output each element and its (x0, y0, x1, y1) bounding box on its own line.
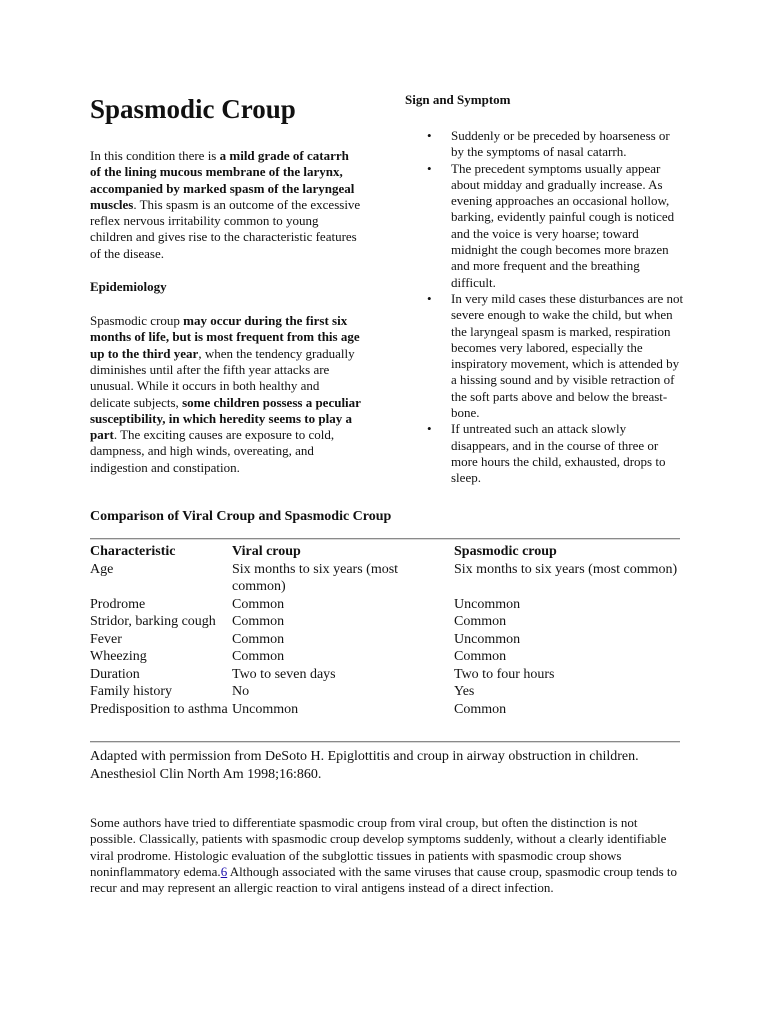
sign-symptom-heading: Sign and Symptom (405, 92, 511, 107)
left-column (90, 94, 362, 476)
epidemiology-heading: Epidemiology (90, 279, 167, 295)
bullet: • (427, 160, 432, 176)
list-item (405, 291, 685, 421)
table-cell: Prodrome (90, 596, 146, 612)
comparison-title: Comparison of Viral Croup and Spasmodic Croup (90, 509, 392, 524)
table-cell: Uncommon (454, 631, 521, 647)
epidemiology-paragraph (90, 313, 362, 476)
table-row (90, 596, 680, 614)
bullet: • (427, 290, 432, 306)
table-cell: No (232, 684, 250, 699)
table-header-row (90, 543, 680, 561)
table-cell: Common (232, 614, 285, 629)
epi-text-1: Spasmodic croup (90, 313, 184, 329)
closing-text-1: Some authors have tried to differentiate spasmodic croup from viral croup, but often the distinction is not possible. Classically, patients with spasmodic croup develop symptoms suddenly, without a clearly identifiable viral prodrome. Histologic evaluation of the subglottic tissues in patients with spasmodic croup shows noninflammatory edema. (90, 815, 667, 879)
list-item-text: In very mild cases these disturbances are not severe enough to wake the child, but when the laryngeal spasm is marked, respiration becomes very labored, especially the inspiratory movement, which is attended by a hissing sound and by visible retraction of the soft parts above and below the breast-bone. (451, 290, 684, 421)
table-cell: Wheezing (90, 649, 147, 664)
table-cell: Uncommon (454, 596, 521, 612)
epi-text-2: , when the tendency gradually diminishes until after the fifth year attacks are unusual. While it occurs in both healthy and delicate subjects, (90, 345, 355, 410)
intro-text-1: In this condition there is (90, 148, 220, 163)
table-cell: Common (454, 701, 507, 717)
right-column (405, 92, 685, 487)
table-row (90, 613, 680, 631)
closing-text-2: Although associated with the same viruses that cause croup, spasmodic croup tends to recur and may represent an allergic reaction to viral antigens instead of a direct infection. (90, 863, 678, 896)
list-item-text: If untreated such an attack slowly disappears, and in the course of three or more hours the child, exhausted, drops to sleep. (451, 421, 666, 486)
table-cell: Six months to six years (most common) (232, 561, 399, 594)
symptom-list (405, 128, 685, 487)
page-title: Spasmodic Croup (90, 94, 296, 124)
table-row (90, 648, 680, 666)
table-row (90, 666, 680, 684)
table-cell: Six months to six years (most common) (454, 561, 678, 577)
list-item (405, 128, 685, 161)
table-row (90, 683, 680, 701)
table-cell: Duration (90, 666, 140, 682)
bullet: • (427, 128, 432, 143)
epi-bold-2: some children possess a peculiar susceptibility, in which heredity seems to play a part (90, 394, 361, 443)
table-cell: Common (454, 649, 507, 664)
table-cell: Family history (90, 684, 173, 699)
header-viral-croup: Viral croup (232, 544, 301, 559)
table-cell: Common (454, 614, 507, 629)
table-cell: Stridor, barking cough (90, 614, 216, 629)
table-row (90, 561, 680, 596)
table-row (90, 631, 680, 649)
table-cell: Age (90, 561, 114, 577)
table-cell: Common (232, 596, 285, 612)
header-characteristic: Characteristic (90, 544, 176, 559)
reference-link[interactable]: 6 (220, 863, 228, 879)
table-cell: Fever (90, 631, 122, 647)
table-source-note: Adapted with permission from DeSoto H. Epiglottitis and croup in airway obstruction in children. Anesthesiol Clin North Am 1998;16:860. (90, 749, 639, 782)
list-item (405, 161, 685, 291)
table-bottom-rule (90, 741, 680, 743)
list-item (405, 421, 685, 486)
intro-bold-1: a mild grade of catarrh of the lining mucous membrane of the larynx, accompanied by marked spasm of the laryngeal muscles (90, 148, 355, 212)
table-row (90, 701, 680, 719)
list-item-text: The precedent symptoms usually appear about midday and gradually increase. As evening approaches an occasional hollow, barking, evidently painful cough is noticed and the voice is very hoarse; toward midnight the cough becomes more brazen and more frequent and the breathing difficult. (451, 160, 675, 290)
table-cell: Two to four hours (454, 666, 555, 682)
table-cell: Predisposition to asthma (90, 701, 228, 717)
table-cell: Yes (454, 684, 475, 699)
table-cell: Common (232, 631, 285, 647)
epi-bold-1: may occur during the first six months of life, but is most frequent from this age up to the third year (90, 313, 360, 361)
table-cell: Two to seven days (232, 666, 336, 682)
list-item-text: Suddenly or be preceded by hoarseness or by the symptoms of nasal catarrh. (451, 128, 670, 160)
table-top-rule (90, 538, 680, 540)
intro-text-2: . This spasm is an outcome of the excessive reflex nervous irritability common to young children and gives rise to the characteristic features of the disease. (90, 196, 361, 261)
header-spasmodic-croup: Spasmodic croup (454, 544, 557, 559)
bullet: • (427, 421, 432, 437)
table-cell: Common (232, 649, 285, 664)
table-cell: Uncommon (232, 701, 299, 717)
epi-text-3: . The exciting causes are exposure to cold, dampness, and high winds, overeating, and indigestion and constipation. (90, 427, 335, 475)
comparison-table (90, 543, 680, 718)
intro-paragraph (90, 148, 362, 262)
closing-paragraph (90, 815, 685, 896)
